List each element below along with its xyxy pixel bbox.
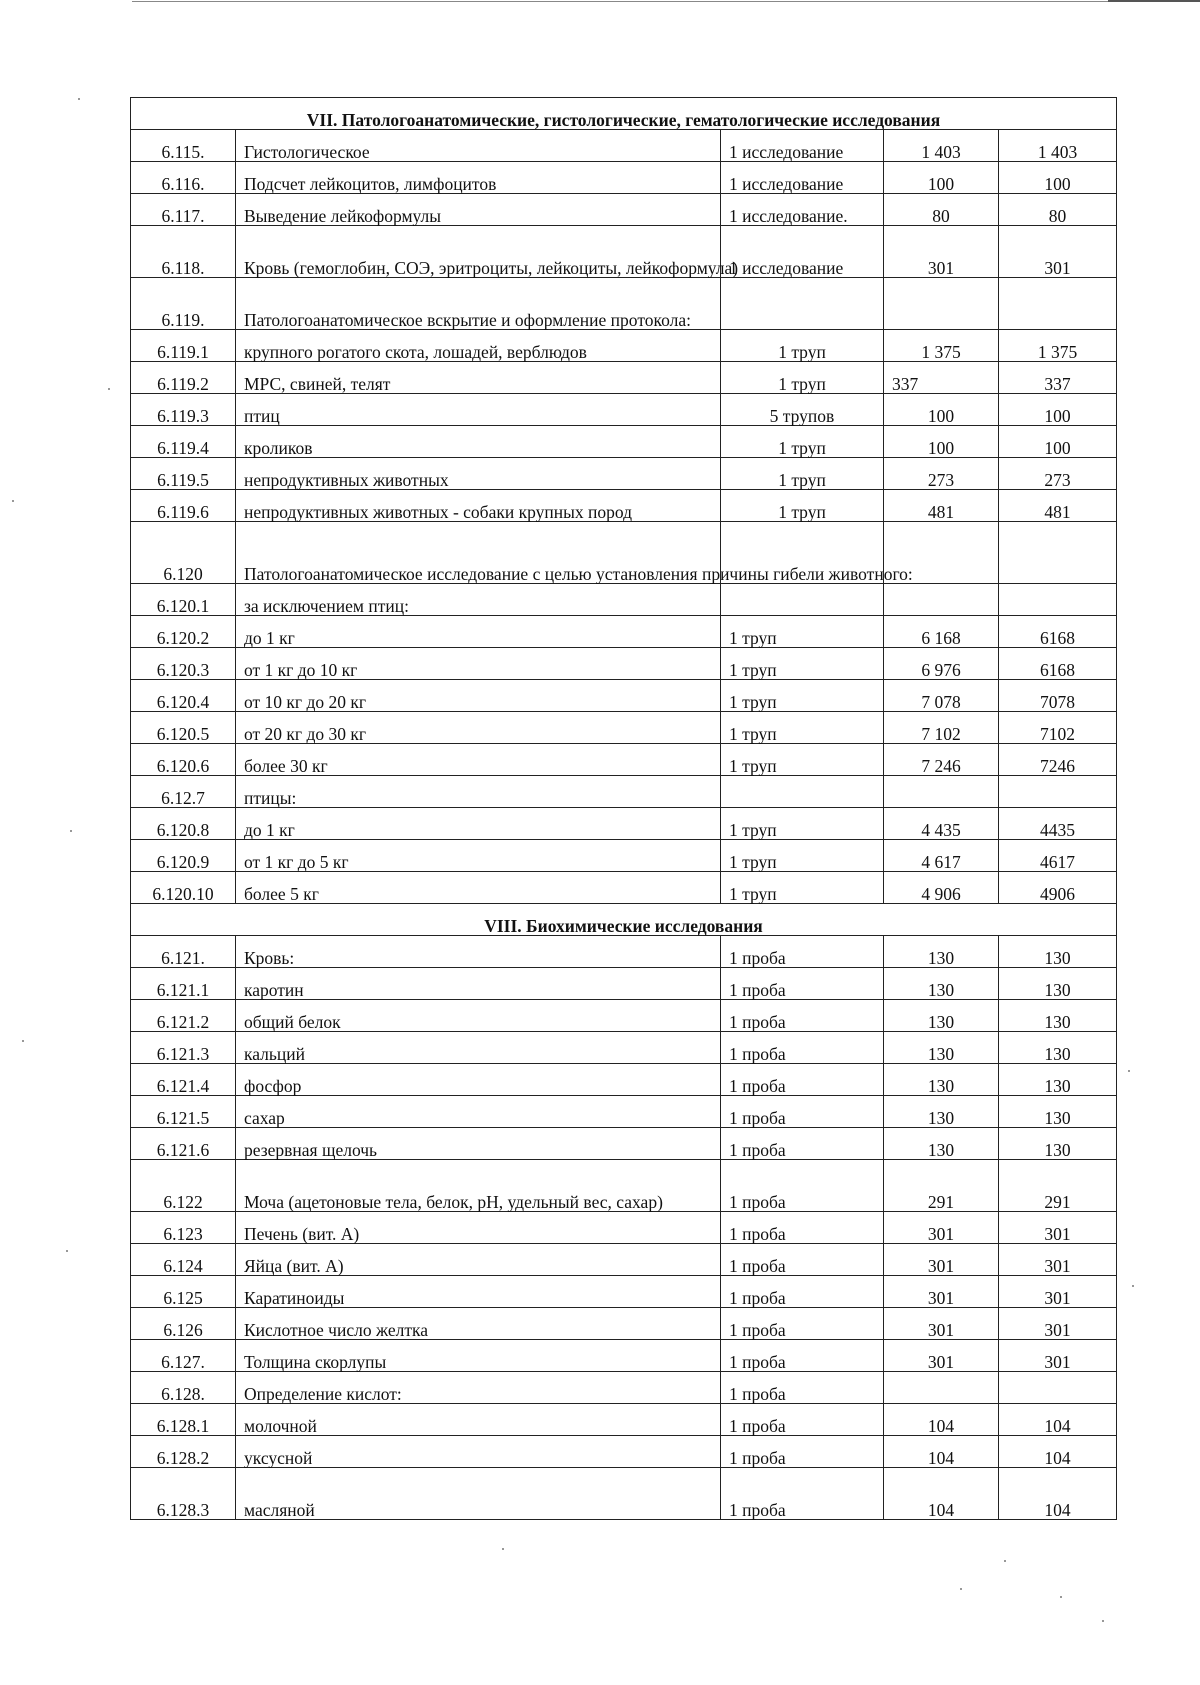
item-price-a: 130 bbox=[884, 968, 999, 1000]
item-price-a: 130 bbox=[884, 1096, 999, 1128]
table-row bbox=[131, 1064, 1117, 1096]
item-price-b: 7102 bbox=[999, 712, 1117, 744]
item-unit: 1 исследование bbox=[721, 226, 884, 278]
item-price-b: 301 bbox=[999, 1244, 1117, 1276]
table-row bbox=[131, 1212, 1117, 1244]
item-unit: 1 исследование bbox=[721, 162, 884, 194]
item-number: 6.121.6 bbox=[131, 1128, 236, 1160]
item-price-b: 301 bbox=[999, 226, 1117, 278]
table-row bbox=[131, 278, 1117, 330]
table-row bbox=[131, 226, 1117, 278]
item-price-b: 130 bbox=[999, 1032, 1117, 1064]
item-price-a: 130 bbox=[884, 1032, 999, 1064]
item-unit: 5 трупов bbox=[721, 394, 884, 426]
scan-speck bbox=[1132, 1285, 1134, 1287]
table-row bbox=[131, 330, 1117, 362]
item-price-a: 301 bbox=[884, 226, 999, 278]
table-row bbox=[131, 1340, 1117, 1372]
item-unit: 1 проба bbox=[721, 1000, 884, 1032]
item-number: 6.120.4 bbox=[131, 680, 236, 712]
item-price-b: 301 bbox=[999, 1212, 1117, 1244]
item-price-b: 1 403 bbox=[999, 130, 1117, 162]
item-price-a: 104 bbox=[884, 1436, 999, 1468]
table-row bbox=[131, 458, 1117, 490]
item-unit: 1 проба bbox=[721, 1032, 884, 1064]
item-unit: 1 труп bbox=[721, 426, 884, 458]
table-row bbox=[131, 840, 1117, 872]
item-price-a: 1 403 bbox=[884, 130, 999, 162]
item-price-b: 291 bbox=[999, 1160, 1117, 1212]
item-price-a: 4 435 bbox=[884, 808, 999, 840]
item-price-b: 130 bbox=[999, 1128, 1117, 1160]
item-number: 6.119.4 bbox=[131, 426, 236, 458]
item-price-a bbox=[884, 776, 999, 808]
item-name: масляной bbox=[236, 1468, 721, 1520]
item-price-a: 6 976 bbox=[884, 648, 999, 680]
item-price-b: 481 bbox=[999, 490, 1117, 522]
item-unit: 1 проба bbox=[721, 968, 884, 1000]
table-row bbox=[131, 1372, 1117, 1404]
item-price-b: 301 bbox=[999, 1308, 1117, 1340]
item-price-a: 301 bbox=[884, 1340, 999, 1372]
item-number: 6.119.3 bbox=[131, 394, 236, 426]
item-price-a bbox=[884, 278, 999, 330]
item-unit: 1 проба bbox=[721, 936, 884, 968]
section-header-row bbox=[131, 904, 1117, 936]
item-number: 6.120.6 bbox=[131, 744, 236, 776]
item-price-b: 7078 bbox=[999, 680, 1117, 712]
item-name: за исключением птиц: bbox=[236, 584, 721, 616]
item-price-a: 4 906 bbox=[884, 872, 999, 904]
item-name: непродуктивных животных - собаки крупных пород bbox=[236, 490, 721, 522]
item-price-a: 337 bbox=[884, 362, 999, 394]
item-name: более 30 кг bbox=[236, 744, 721, 776]
item-price-a: 7 102 bbox=[884, 712, 999, 744]
item-number: 6.128.3 bbox=[131, 1468, 236, 1520]
item-name: уксусной bbox=[236, 1436, 721, 1468]
item-number: 6.121. bbox=[131, 936, 236, 968]
item-price-b bbox=[999, 776, 1117, 808]
item-name: Печень (вит. А) bbox=[236, 1212, 721, 1244]
table-row bbox=[131, 162, 1117, 194]
item-number: 6.117. bbox=[131, 194, 236, 226]
item-price-a: 130 bbox=[884, 1064, 999, 1096]
item-unit: 1 труп bbox=[721, 680, 884, 712]
item-name: МРС, свиней, телят bbox=[236, 362, 721, 394]
item-number: 6.120.2 bbox=[131, 616, 236, 648]
item-price-b: 301 bbox=[999, 1340, 1117, 1372]
price-table-body bbox=[131, 98, 1117, 1520]
item-number: 6.120.9 bbox=[131, 840, 236, 872]
item-price-a: 301 bbox=[884, 1308, 999, 1340]
item-name: сахар bbox=[236, 1096, 721, 1128]
section-header-row bbox=[131, 98, 1117, 130]
table-row bbox=[131, 1404, 1117, 1436]
item-unit: 1 проба bbox=[721, 1372, 884, 1404]
item-unit: 1 труп bbox=[721, 490, 884, 522]
scan-speck bbox=[502, 1548, 504, 1550]
item-name: Кровь (гемоглобин, СОЭ, эритроциты, лейкоциты, лейкоформула) bbox=[236, 226, 721, 278]
item-name: Определение кислот: bbox=[236, 1372, 721, 1404]
item-price-a: 481 bbox=[884, 490, 999, 522]
item-price-b: 337 bbox=[999, 362, 1117, 394]
item-name: Патологоанатомическое исследование с целью установления причины гибели животного: bbox=[236, 522, 721, 584]
item-name: резервная щелочь bbox=[236, 1128, 721, 1160]
table-row bbox=[131, 616, 1117, 648]
item-name: Кровь: bbox=[236, 936, 721, 968]
table-row bbox=[131, 522, 1117, 584]
item-price-b: 104 bbox=[999, 1436, 1117, 1468]
item-name: кальций bbox=[236, 1032, 721, 1064]
item-unit: 1 проба bbox=[721, 1096, 884, 1128]
item-unit: 1 труп bbox=[721, 458, 884, 490]
scan-speck bbox=[66, 1250, 68, 1252]
scan-speck bbox=[1004, 1560, 1006, 1562]
table-row bbox=[131, 680, 1117, 712]
item-number: 6.121.5 bbox=[131, 1096, 236, 1128]
item-unit: 1 труп bbox=[721, 872, 884, 904]
item-name: Гистологическое bbox=[236, 130, 721, 162]
item-number: 6.122 bbox=[131, 1160, 236, 1212]
item-number: 6.125 bbox=[131, 1276, 236, 1308]
item-number: 6.120 bbox=[131, 522, 236, 584]
item-number: 6.124 bbox=[131, 1244, 236, 1276]
table-row bbox=[131, 1032, 1117, 1064]
scan-speck bbox=[108, 388, 110, 390]
scan-speck bbox=[70, 830, 72, 832]
item-unit: 1 проба bbox=[721, 1244, 884, 1276]
item-price-a: 6 168 bbox=[884, 616, 999, 648]
item-price-b: 273 bbox=[999, 458, 1117, 490]
item-unit: 1 труп bbox=[721, 648, 884, 680]
item-price-b: 4617 bbox=[999, 840, 1117, 872]
item-number: 6.127. bbox=[131, 1340, 236, 1372]
item-name: молочной bbox=[236, 1404, 721, 1436]
item-name: птицы: bbox=[236, 776, 721, 808]
item-price-a: 130 bbox=[884, 1000, 999, 1032]
item-unit: 1 проба bbox=[721, 1340, 884, 1372]
item-unit: 1 проба bbox=[721, 1468, 884, 1520]
table-row bbox=[131, 1000, 1117, 1032]
scan-speck bbox=[22, 1040, 24, 1042]
item-price-b: 100 bbox=[999, 162, 1117, 194]
item-price-b: 100 bbox=[999, 426, 1117, 458]
item-unit: 1 проба bbox=[721, 1436, 884, 1468]
item-number: 6.121.2 bbox=[131, 1000, 236, 1032]
item-price-a bbox=[884, 1372, 999, 1404]
item-name: от 20 кг до 30 кг bbox=[236, 712, 721, 744]
item-name: до 1 кг bbox=[236, 808, 721, 840]
table-row bbox=[131, 968, 1117, 1000]
item-name: Толщина скорлупы bbox=[236, 1340, 721, 1372]
item-price-b: 4435 bbox=[999, 808, 1117, 840]
item-number: 6.121.1 bbox=[131, 968, 236, 1000]
item-unit: 1 труп bbox=[721, 808, 884, 840]
item-name: Подсчет лейкоцитов, лимфоцитов bbox=[236, 162, 721, 194]
item-name: крупного рогатого скота, лошадей, верблюдов bbox=[236, 330, 721, 362]
top-border-line-right bbox=[1108, 0, 1200, 2]
item-name: непродуктивных животных bbox=[236, 458, 721, 490]
item-price-a: 301 bbox=[884, 1244, 999, 1276]
scan-speck bbox=[1060, 1596, 1062, 1598]
item-name: общий белок bbox=[236, 1000, 721, 1032]
item-price-b bbox=[999, 1372, 1117, 1404]
table-row bbox=[131, 426, 1117, 458]
table-row bbox=[131, 872, 1117, 904]
item-name: фосфор bbox=[236, 1064, 721, 1096]
item-number: 6.121.3 bbox=[131, 1032, 236, 1064]
item-price-a: 301 bbox=[884, 1212, 999, 1244]
item-number: 6.116. bbox=[131, 162, 236, 194]
table-row bbox=[131, 394, 1117, 426]
section-title: VII. Патологоанатомические, гистологические, гематологические исследования bbox=[131, 98, 1117, 130]
item-name: Кислотное число желтка bbox=[236, 1308, 721, 1340]
table-row bbox=[131, 362, 1117, 394]
table-row bbox=[131, 1244, 1117, 1276]
item-price-b: 104 bbox=[999, 1404, 1117, 1436]
item-price-b: 7246 bbox=[999, 744, 1117, 776]
item-name: Патологоанатомическое вскрытие и оформление протокола: bbox=[236, 278, 721, 330]
item-name: птиц bbox=[236, 394, 721, 426]
item-name: Каратиноиды bbox=[236, 1276, 721, 1308]
item-unit: 1 проба bbox=[721, 1308, 884, 1340]
item-name: кроликов bbox=[236, 426, 721, 458]
item-name: от 10 кг до 20 кг bbox=[236, 680, 721, 712]
table-row bbox=[131, 776, 1117, 808]
item-price-b: 1 375 bbox=[999, 330, 1117, 362]
item-price-b bbox=[999, 522, 1117, 584]
table-row bbox=[131, 1436, 1117, 1468]
item-price-b: 130 bbox=[999, 936, 1117, 968]
item-name: от 1 кг до 5 кг bbox=[236, 840, 721, 872]
item-unit: 1 труп bbox=[721, 712, 884, 744]
item-price-a: 1 375 bbox=[884, 330, 999, 362]
table-row bbox=[131, 1276, 1117, 1308]
item-price-a: 4 617 bbox=[884, 840, 999, 872]
item-unit bbox=[721, 776, 884, 808]
top-border-line bbox=[132, 1, 1112, 2]
item-unit bbox=[721, 584, 884, 616]
item-name: от 1 кг до 10 кг bbox=[236, 648, 721, 680]
item-price-a: 100 bbox=[884, 162, 999, 194]
item-name: Выведение лейкоформулы bbox=[236, 194, 721, 226]
table-row bbox=[131, 490, 1117, 522]
item-number: 6.126 bbox=[131, 1308, 236, 1340]
table-row bbox=[131, 1160, 1117, 1212]
item-price-b: 130 bbox=[999, 968, 1117, 1000]
table-row bbox=[131, 712, 1117, 744]
item-number: 6.121.4 bbox=[131, 1064, 236, 1096]
item-price-a: 130 bbox=[884, 1128, 999, 1160]
item-number: 6.12.7 bbox=[131, 776, 236, 808]
table-row bbox=[131, 1308, 1117, 1340]
item-number: 6.119.2 bbox=[131, 362, 236, 394]
scan-speck bbox=[1128, 1070, 1130, 1072]
section-title: VIII. Биохимические исследования bbox=[131, 904, 1117, 936]
table-row bbox=[131, 584, 1117, 616]
item-price-b: 80 bbox=[999, 194, 1117, 226]
item-unit: 1 проба bbox=[721, 1128, 884, 1160]
item-unit: 1 труп bbox=[721, 616, 884, 648]
item-unit: 1 труп bbox=[721, 840, 884, 872]
table-row bbox=[131, 744, 1117, 776]
item-unit bbox=[721, 278, 884, 330]
table-row bbox=[131, 130, 1117, 162]
table-row bbox=[131, 1096, 1117, 1128]
item-number: 6.120.8 bbox=[131, 808, 236, 840]
item-name: до 1 кг bbox=[236, 616, 721, 648]
table-row bbox=[131, 1128, 1117, 1160]
item-name: более 5 кг bbox=[236, 872, 721, 904]
item-number: 6.128.2 bbox=[131, 1436, 236, 1468]
item-price-a: 80 bbox=[884, 194, 999, 226]
item-unit: 1 проба bbox=[721, 1160, 884, 1212]
item-name: Моча (ацетоновые тела, белок, pH, удельный вес, сахар) bbox=[236, 1160, 721, 1212]
item-price-b: 6168 bbox=[999, 648, 1117, 680]
item-number: 6.119.6 bbox=[131, 490, 236, 522]
item-unit: 1 проба bbox=[721, 1064, 884, 1096]
item-price-a: 100 bbox=[884, 394, 999, 426]
item-number: 6.120.5 bbox=[131, 712, 236, 744]
item-price-a: 7 078 bbox=[884, 680, 999, 712]
item-price-a: 273 bbox=[884, 458, 999, 490]
item-price-b: 100 bbox=[999, 394, 1117, 426]
item-number: 6.119.1 bbox=[131, 330, 236, 362]
item-price-a: 104 bbox=[884, 1404, 999, 1436]
item-number: 6.119. bbox=[131, 278, 236, 330]
item-number: 6.120.3 bbox=[131, 648, 236, 680]
item-unit: 1 труп bbox=[721, 330, 884, 362]
item-unit: 1 труп bbox=[721, 362, 884, 394]
item-number: 6.118. bbox=[131, 226, 236, 278]
item-number: 6.120.10 bbox=[131, 872, 236, 904]
item-price-b: 104 bbox=[999, 1468, 1117, 1520]
item-number: 6.128. bbox=[131, 1372, 236, 1404]
item-price-b: 130 bbox=[999, 1000, 1117, 1032]
item-unit: 1 труп bbox=[721, 744, 884, 776]
item-price-a: 104 bbox=[884, 1468, 999, 1520]
item-price-b bbox=[999, 278, 1117, 330]
item-price-a: 100 bbox=[884, 426, 999, 458]
item-price-a: 7 246 bbox=[884, 744, 999, 776]
item-price-b: 130 bbox=[999, 1064, 1117, 1096]
item-price-a: 130 bbox=[884, 936, 999, 968]
item-name: каротин bbox=[236, 968, 721, 1000]
item-price-b bbox=[999, 584, 1117, 616]
scan-speck bbox=[1102, 1620, 1104, 1622]
table-row bbox=[131, 648, 1117, 680]
item-number: 6.119.5 bbox=[131, 458, 236, 490]
item-price-b: 6168 bbox=[999, 616, 1117, 648]
scan-speck bbox=[12, 500, 14, 502]
item-price-b: 130 bbox=[999, 1096, 1117, 1128]
item-number: 6.128.1 bbox=[131, 1404, 236, 1436]
item-price-b: 4906 bbox=[999, 872, 1117, 904]
table-row bbox=[131, 808, 1117, 840]
item-unit: 1 исследование bbox=[721, 130, 884, 162]
item-price-b: 301 bbox=[999, 1276, 1117, 1308]
item-unit: 1 проба bbox=[721, 1404, 884, 1436]
item-price-a: 291 bbox=[884, 1160, 999, 1212]
item-unit: 1 исследование. bbox=[721, 194, 884, 226]
table-row bbox=[131, 936, 1117, 968]
table-row bbox=[131, 194, 1117, 226]
item-unit: 1 проба bbox=[721, 1276, 884, 1308]
scan-speck bbox=[960, 1588, 962, 1590]
item-number: 6.123 bbox=[131, 1212, 236, 1244]
price-table bbox=[130, 97, 1117, 1520]
item-number: 6.115. bbox=[131, 130, 236, 162]
scan-speck bbox=[78, 98, 80, 100]
item-price-a bbox=[884, 584, 999, 616]
item-number: 6.120.1 bbox=[131, 584, 236, 616]
item-unit: 1 проба bbox=[721, 1212, 884, 1244]
table-row bbox=[131, 1468, 1117, 1520]
item-name: Яйца (вит. А) bbox=[236, 1244, 721, 1276]
item-price-a: 301 bbox=[884, 1276, 999, 1308]
